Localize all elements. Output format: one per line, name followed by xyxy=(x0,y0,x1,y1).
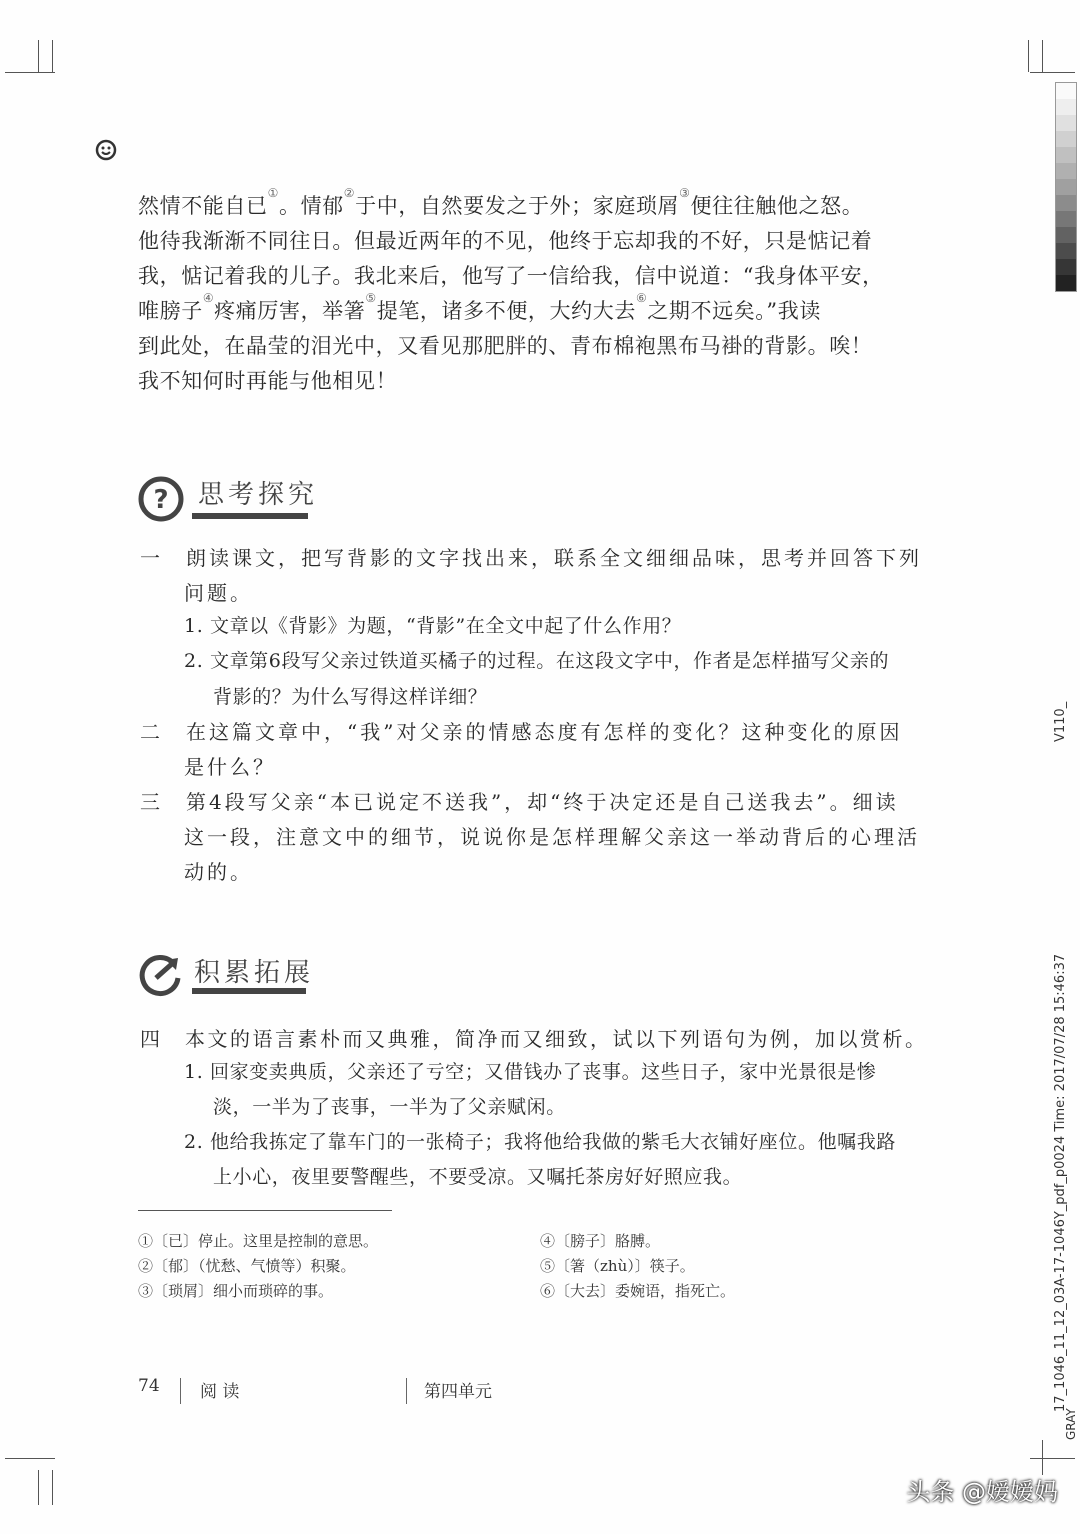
body-line: 我，惦记着我的儿子。我北来后，他写了一信给我，信中说道：“我身体平安， xyxy=(138,264,884,288)
crop-mark xyxy=(52,1470,53,1505)
extension-arrow-icon xyxy=(138,952,184,1002)
question-4: 四 本文的语言素朴而又典雅，简净而又细致，试以下列语句为例，加以赏析。 xyxy=(140,1027,928,1051)
svg-text:?: ? xyxy=(153,485,169,515)
question-text: 是什么？ xyxy=(184,755,276,779)
sub-question: 淡，一半为了丧事，一半为了父亲赋闲。 xyxy=(213,1096,566,1118)
sub-question: 2. 他给我拣定了靠车门的一张椅子；我将他给我做的紫毛大衣铺好座位。他嘱我路 xyxy=(184,1131,896,1153)
body-line: 唯膀子④疼痛厉害，举箸⑤提笔，诸多不便，大约大去⑥之期不远矣。”我读 xyxy=(138,291,821,323)
print-info: 17_1046_11_12_03A-17-1046Y_pdf_p0024 Time: 2017/07/28 15:46:37 xyxy=(1053,953,1068,1412)
smiley-icon xyxy=(95,139,117,165)
footer-section: 阅 读 xyxy=(200,1382,240,1402)
crop-mark xyxy=(1042,1440,1043,1475)
question-mark-icon xyxy=(138,476,184,526)
sub-question: 2. 文章第6段写父亲过铁道买橘子的过程。在这段文字中，作者是怎样描写父亲的 xyxy=(184,650,890,672)
grayscale-calibration-bar xyxy=(1055,82,1077,292)
sub-question: 背影的？为什么写得这样详细？ xyxy=(213,686,488,708)
footer-divider xyxy=(180,1378,181,1404)
body-line: 到此处，在晶莹的泪光中，又看见那肥胖的、青布棉袍黑布马褂的背影。唉！ xyxy=(138,334,873,358)
crop-mark xyxy=(5,1458,55,1459)
body-line: 我不知何时再能与他相见！ xyxy=(138,369,398,393)
body-line: 他待我渐渐不同往日。但最近两年的不见，他终于忘却我的不好，只是惦记着 xyxy=(138,229,873,253)
crop-mark xyxy=(38,1470,39,1505)
question-text: 问题。 xyxy=(184,581,253,605)
footnote: ②〔郁〕（忧愁、气愤等）积聚。 xyxy=(138,1257,356,1275)
section-underline xyxy=(192,988,306,994)
footnote: ⑥〔大去〕委婉语，指死亡。 xyxy=(540,1282,736,1300)
question-text: 这一段，注意文中的细节，说说你是怎样理解父亲这一举动背后的心理活 xyxy=(184,825,920,849)
sub-question: 上小心，夜里要警醒些，不要受凉。又嘱托茶房好好照应我。 xyxy=(213,1166,743,1188)
footnote-divider xyxy=(138,1210,392,1211)
question-1: 一 朗读课文，把写背影的文字找出来，联系全文细细品味，思考并回答下列 xyxy=(140,546,922,570)
section-title-thinking: 思考探究 xyxy=(198,480,319,510)
sub-question: 1. 文章以《背影》为题，“背影”在全文中起了什么作用？ xyxy=(184,615,682,637)
section-underline xyxy=(192,513,308,519)
footnote: ④〔膀子〕胳膊。 xyxy=(540,1232,661,1250)
footnote: ⑤〔箸（zhù）〕筷子。 xyxy=(540,1257,695,1275)
crop-mark xyxy=(5,72,55,73)
sub-question: 1. 回家变卖典质，父亲还了亏空；又借钱办了丧事。这些日子，家中光景很是惨 xyxy=(184,1061,877,1083)
question-2: 二 在这篇文章中，“我”对父亲的情感态度有怎样的变化？这种变化的原因 xyxy=(140,720,903,744)
crop-mark xyxy=(1030,1458,1075,1459)
question-text: 动的。 xyxy=(184,860,253,884)
footer-divider xyxy=(406,1378,407,1404)
footnote: ③〔琐屑〕细小而琐碎的事。 xyxy=(138,1282,334,1300)
footer-unit: 第四单元 xyxy=(424,1382,492,1402)
footnote: ①〔已〕停止。这里是控制的意思。 xyxy=(138,1232,379,1250)
watermark: 头条 @嫒嫒妈 xyxy=(906,1478,1058,1506)
body-line: 然情不能自已①。情郁②于中，自然要发之于外；家庭琐屑③便往往触他之怒。 xyxy=(138,186,864,218)
question-3: 三 第4段写父亲“本已说定不送我”，却“终于决定还是自己送我去”。细读 xyxy=(140,790,899,814)
crop-mark xyxy=(1028,40,1029,72)
crop-mark xyxy=(1030,72,1075,73)
crop-mark xyxy=(52,40,53,72)
crop-mark xyxy=(38,40,39,72)
section-title-extension: 积累拓展 xyxy=(194,958,315,988)
crop-mark xyxy=(1042,40,1043,72)
gray-label: GRAY xyxy=(1064,1408,1078,1440)
version-label: V110_ xyxy=(1053,701,1068,742)
page-number: 74 xyxy=(138,1376,160,1396)
